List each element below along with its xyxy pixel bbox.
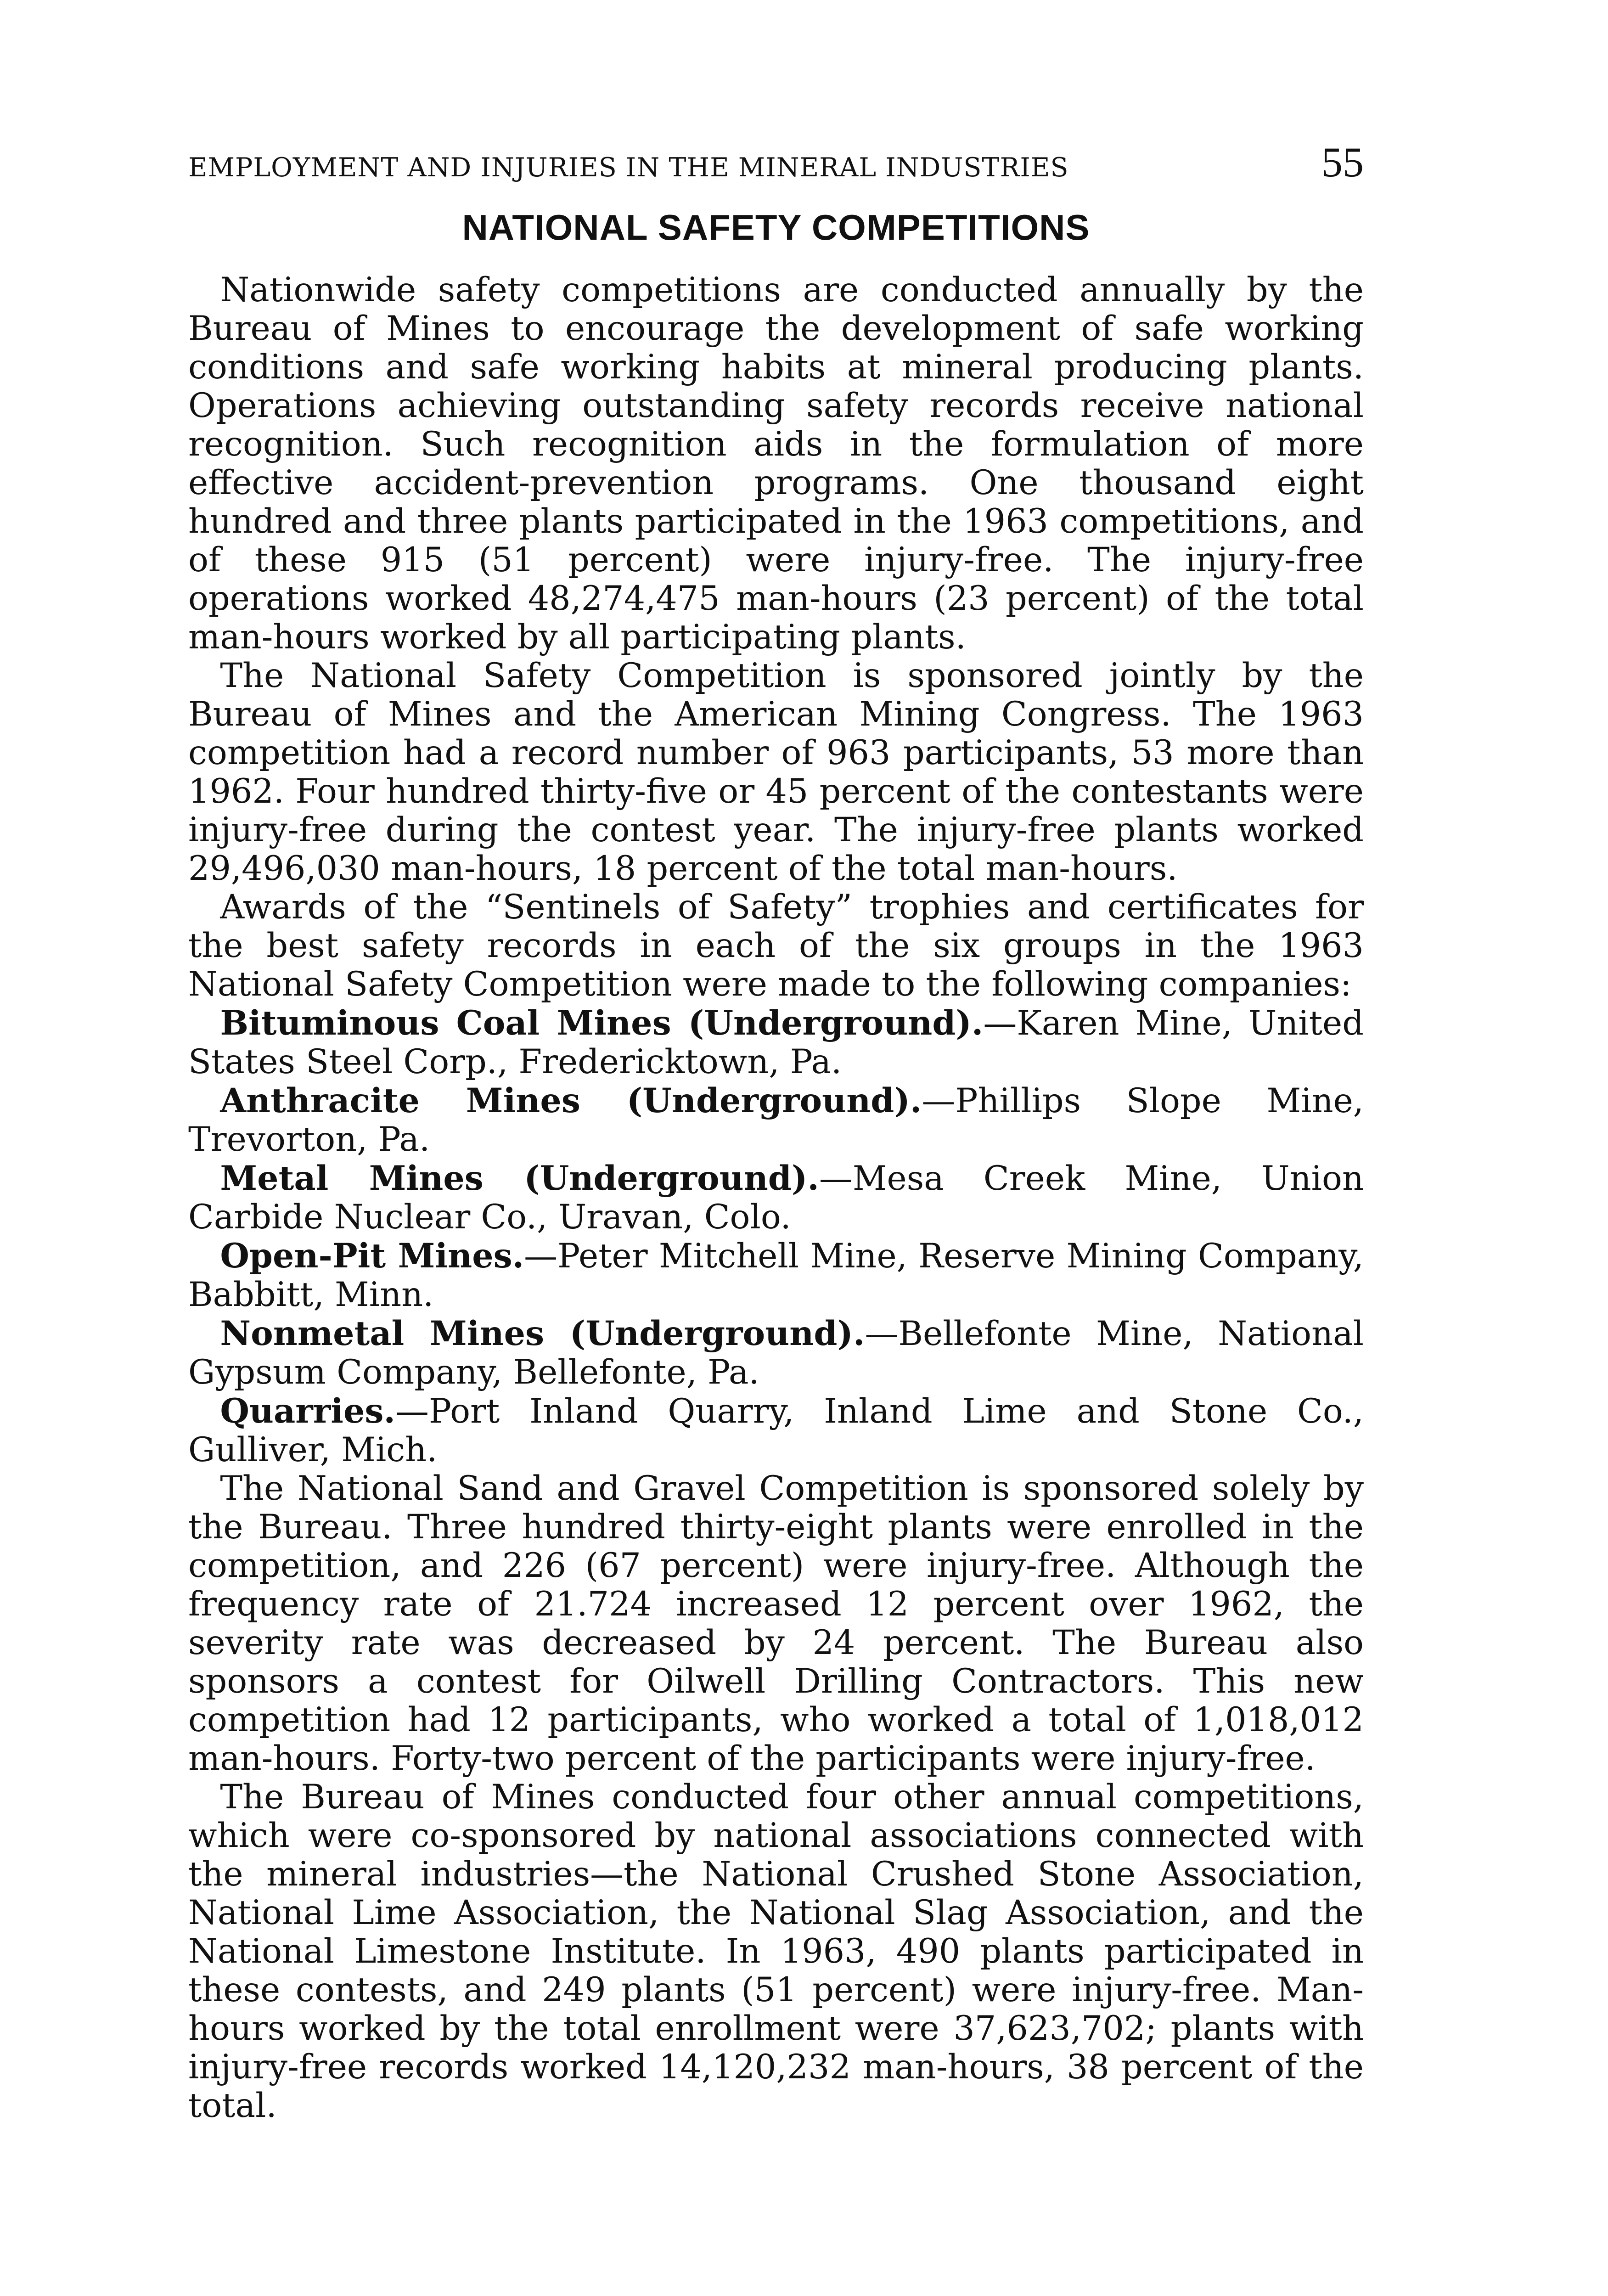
other-competitions-paragraph: The Bureau of Mines conducted four other annual competitions, which were co-sponsored by national associations connected with the mineral industries—the National Crushed Stone Association, National Lime Association, the National Slag Association, and the National Limestone Institute. In 1963, 490 plants participated in these contests, and 249 plants (51 percent) were injury-free. Man-hours worked by the total enrollment were 37,623,702; plants with injury-free records worked 14,120,232 man-hours, 38 percent of the total. [188,1778,1364,2125]
awards-intro-paragraph: Awards of the “Sentinels of Safety” trophies and certificates for the best safety records in each of the six groups in the 1963 National Safety Competition were made to the following companies: [188,888,1364,1004]
award-entry [188,1004,1364,1081]
award-winner: —Port Inland Quarry, Inland Lime and Stone Co., Gulliver, Mich. [188,1392,1364,1469]
document-page [188,138,1364,2125]
running-head [188,138,1364,207]
page-number: 55 [1321,139,1364,186]
award-category: Bituminous Coal Mines (Underground). [220,1003,984,1043]
award-category: Open-Pit Mines. [220,1236,524,1276]
award-entry [188,1314,1364,1392]
award-winner: —Mesa Creek Mine, Union Carbide Nuclear Co., Uravan, Colo. [188,1159,1364,1237]
award-category: Nonmetal Mines (Underground). [220,1314,865,1353]
award-entry [188,1081,1364,1159]
award-entry [188,1159,1364,1237]
award-winner: —Bellefonte Mine, National Gypsum Company, Bellefonte, Pa. [188,1314,1364,1392]
national-safety-paragraph: The National Safety Competition is sponsored jointly by the Bureau of Mines and the American Mining Congress. The 1963 competition had a record number of 963 participants, 53 more than 1962. Four hundred thirty-five or 45 percent of the contestants were injury-free during the contest year. The injury-free plants worked 29,496,030 man-hours, 18 percent of the total man-hours. [188,656,1364,888]
award-entry [188,1392,1364,1469]
award-winner: —Peter Mitchell Mine, Reserve Mining Company, Babbitt, Minn. [188,1237,1364,1314]
award-winner: —Phillips Slope Mine, Trevorton, Pa. [188,1081,1364,1159]
sand-gravel-paragraph: The National Sand and Gravel Competition is sponsored solely by the Bureau. Three hundred thirty-eight plants were enrolled in the competition, and 226 (67 percent) were injury-free. Although the frequency rate of 21.724 increased 12 percent over 1962, the severity rate was decreased by 24 percent. The Bureau also sponsors a contest for Oilwell Drilling Contractors. This new competition had 12 participants, who worked a total of 1,018,012 man-hours. Forty-two percent of the participants were injury-free. [188,1469,1364,1778]
award-category: Quarries. [220,1391,395,1431]
award-winner: —Karen Mine, United States Steel Corp., Fredericktown, Pa. [188,1004,1364,1081]
award-category: Anthracite Mines (Underground). [220,1081,922,1120]
section-title: NATIONAL SAFETY COMPETITIONS [462,207,1090,248]
award-category: Metal Mines (Underground). [220,1159,819,1198]
award-entry [188,1237,1364,1314]
intro-paragraph: Nationwide safety competitions are conducted annually by the Bureau of Mines to encourage the development of safe working conditions and safe working habits at mineral producing plants. Operations achieving outstanding safety records receive national recognition. Such recognition aids in the formulation of more effective accident-prevention programs. One thousand eight hundred and three plants participated in the 1963 competitions, and of these 915 (51 percent) were injury-free. The injury-free operations worked 48,274,475 man-hours (23 percent) of the total man-hours worked by all participating plants. [188,270,1364,657]
running-title: EMPLOYMENT AND INJURIES IN THE MINERAL INDUSTRIES [188,152,1069,183]
